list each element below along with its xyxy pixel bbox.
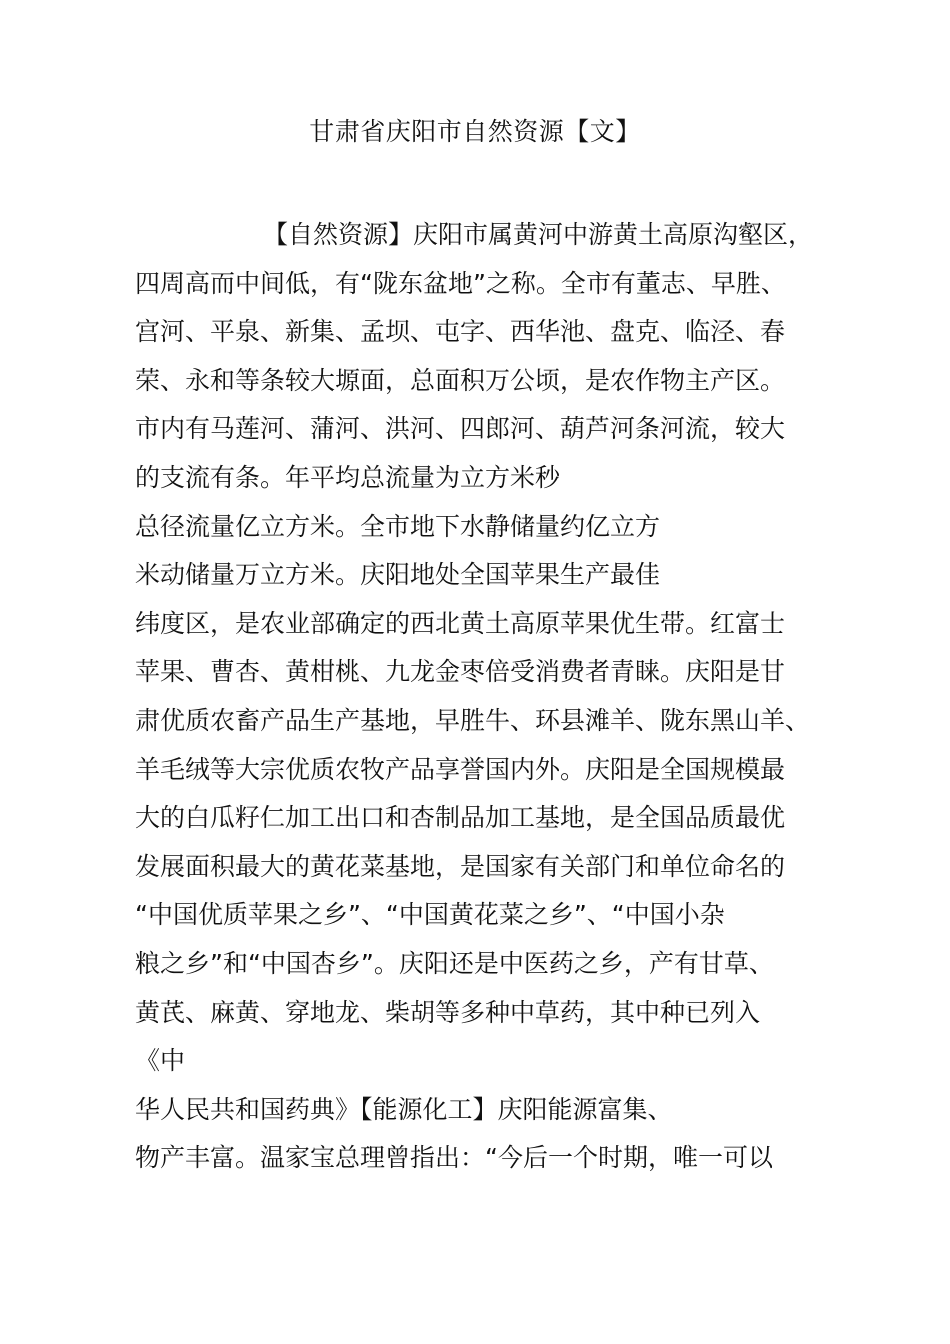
body-line-14: 发展面积最大的黄花菜基地，是国家有关部门和单位命名的 [135,851,786,881]
body-line-8: 米动储量万立方米。庆阳地处全国苹果生产最佳 [135,560,661,590]
body-line-13: 大的白瓜籽仁加工出口和杏制品加工基地，是全国品质最优 [135,803,786,833]
body-line-15: “中国优质苹果之乡”、“中国黄花菜之乡”、“中国小杂 [135,900,725,930]
body-line-10: 苹果、曹杏、黄柑桃、九龙金枣倍受消费者青睐。庆阳是甘 [135,657,786,687]
document-title: 甘肃省庆阳市自然资源【文】 [309,117,641,146]
body-line-16: 粮之乡”和“中国杏乡”。庆阳还是中医药之乡，产有甘草、 [135,948,774,978]
body-line-5: 市内有马莲河、蒲河、洪河、四郎河、葫芦河条河流，较大 [135,414,786,444]
body-line-20: 物产丰富。温家宝总理曾指出：“今后一个时期，唯一可以 [135,1143,773,1173]
body-line-18: 《中 [135,1046,186,1076]
body-line-11: 肃优质农畜产品生产基地，早胜牛、环县滩羊、陇东黑山羊、 [135,705,811,735]
body-line-1: 【自然资源】庆阳市属黄河中游黄土高原沟壑区， [263,220,814,249]
body-line-4: 荣、永和等条较大塬面，总面积万公顷，是农作物主产区。 [135,365,786,395]
body-line-6: 的支流有条。年平均总流量为立方米秒 [135,462,561,492]
body-line-2: 四周高而中间低，有“陇东盆地”之称。全市有董志、早胜、 [135,268,786,298]
document-body [135,211,825,1183]
body-line-19: 华人民共和国药典》【能源化工】庆阳能源富集、 [135,1094,673,1124]
body-line-17: 黄芪、麻黄、穿地龙、柴胡等多种中草药，其中种已列入 [135,997,761,1027]
body-line-7: 总径流量亿立方米。全市地下水静储量约亿立方 [135,511,661,541]
body-line-12: 羊毛绒等大宗优质农牧产品享誉国内外。庆阳是全国规模最 [135,754,786,784]
body-line-9: 纬度区，是农业部确定的西北黄土高原苹果优生带。红富士 [135,608,786,638]
body-line-3: 宫河、平泉、新集、孟坝、屯字、西华池、盘克、临泾、春 [135,317,786,347]
